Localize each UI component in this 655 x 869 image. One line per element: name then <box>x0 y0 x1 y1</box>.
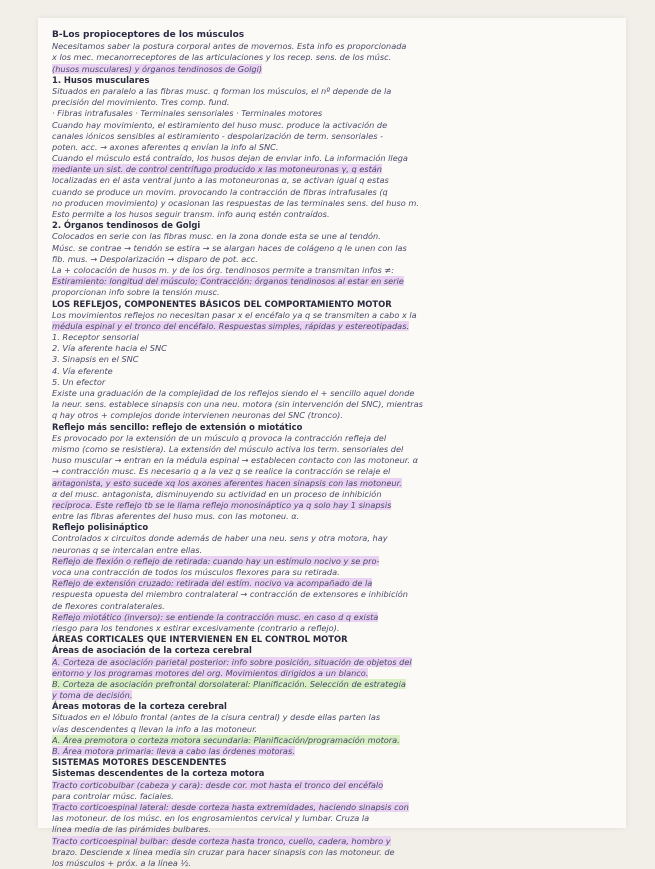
note-text: Reflejo de extensión cruzado: retirada del estím. nocivo va acompañado de la <box>52 578 373 589</box>
note-line <box>52 511 618 522</box>
note-line <box>52 679 618 690</box>
note-line <box>52 388 618 399</box>
note-line <box>52 813 618 824</box>
note-line <box>52 41 618 52</box>
note-text: 4. Vía eferente <box>52 365 113 376</box>
note-line <box>52 567 618 578</box>
note-text: A. Área premotora o corteza motora secundaria: Planificación/programación motora. <box>52 734 400 745</box>
note-line <box>52 578 618 589</box>
note-text: α del musc. antagonista, disminuyendo su actividad en un proceso de inhibición <box>52 488 382 499</box>
note-heading <box>52 701 618 712</box>
note-text: Colocados en serie con las fibras musc. en la zona donde esta se une al tendón. <box>52 231 381 242</box>
note-line <box>52 97 618 108</box>
note-text: 2. Órganos tendinosos de Golgi <box>52 220 201 231</box>
note-line <box>52 802 618 813</box>
note-text: antagonista, y esto sucede xq los axones aferentes hacen sinapsis con las motoneur. <box>52 477 402 488</box>
note-text: Músc. se contrae → tendón se estira → se alargan haces de colágeno q le unen con las <box>52 242 407 253</box>
note-text: mismo (como se resistiera). La extensión del músculo activa los term. sensoriales del <box>52 443 404 454</box>
note-text: recíproca. Este reflejo tb se le llama reflejo monosináptico ya q solo hay 1 sinapsis <box>52 499 392 510</box>
note-line <box>52 354 618 365</box>
note-text: las motoneur. de los músc. en los engrosamientos cervical y lumbar. Cruza la <box>52 813 370 824</box>
note-line <box>52 187 618 198</box>
note-line <box>52 712 618 723</box>
note-text: x los mec. mecanorreceptores de las articulaciones y los recep. sens. de los músc. <box>52 52 392 63</box>
note-text: para controlar músc. faciales. <box>52 790 174 801</box>
note-line <box>52 466 618 477</box>
note-heading <box>52 75 618 86</box>
note-line <box>52 64 618 75</box>
note-text: respuesta opuesta del miembro contralateral → contracción de extensores e inhibición <box>52 589 408 600</box>
note-text: Existe una graduación de la complejidad de los reflejos siendo el + sencillo aquel donde <box>52 388 415 398</box>
note-text: 1. Receptor sensorial <box>52 332 139 343</box>
note-text: 1. Husos musculares <box>52 74 150 85</box>
note-text: canales iónicos sensibles al estiramiento - despolarización de term. sensoriales - <box>52 130 384 141</box>
note-text: Situados en el lóbulo frontal (antes de la cisura central) y desde ellas parten las <box>52 712 381 723</box>
note-line <box>52 175 618 186</box>
note-text: (husos musculares) y órganos tendinosos de Golgi) <box>52 63 263 74</box>
note-text: no producen movimiento) y ocasionan las respuestas de las terminales sens. del huso m. <box>52 197 419 208</box>
note-line <box>52 601 618 612</box>
note-text: Tracto corticoespinal bulbar: desde corteza hasta tronco, cuello, cadera, hombro y <box>52 835 391 846</box>
note-text: Esto permite a los husos seguir transm. info aunq estén contraídos. <box>52 209 330 219</box>
note-text: entre las fibras aferentes del huso mus. con las motoneu. α. <box>52 511 300 522</box>
note-text: la neur. sens. establece sinapsis con una neu. motora (sin intervención del SNC), mientras <box>52 399 423 410</box>
note-line <box>52 444 618 455</box>
note-line <box>52 142 618 153</box>
note-line <box>52 366 618 377</box>
note-text: neuronas q se intercalan entre ellas. <box>52 544 203 555</box>
note-line <box>52 746 618 757</box>
note-line <box>52 690 618 701</box>
note-text: mediante un sist. de control centrífugo producido x las motoneuronas γ, q están <box>52 164 382 175</box>
note-heading <box>52 30 618 41</box>
note-line <box>52 657 618 668</box>
note-line <box>52 254 618 265</box>
note-text: Situados en paralelo a las fibras musc. q forman los músculos, el nº depende de la <box>52 85 392 96</box>
note-line <box>52 489 618 500</box>
note-text: Reflejo más sencillo: reflejo de extensión o miotático <box>52 421 303 432</box>
note-text: cuando se produce un movim. provocando la contracción de fibras intrafusales (q <box>52 186 388 197</box>
note-text: brazo. Desciende x línea media sin cruzar para hacer sinapsis con las motoneur. de <box>52 846 395 857</box>
note-line <box>52 455 618 466</box>
note-line <box>52 545 618 556</box>
note-text: B-Los propioceptores de los músculos <box>52 30 245 40</box>
note-line <box>52 556 618 567</box>
note-line <box>52 623 618 634</box>
note-text: A. Corteza de asociación parietal posterior: info sobre posición, situación de objetos del <box>52 656 412 667</box>
note-text: localizadas en el asta ventral junto a las motoneuronas α, se activan igual q estas <box>52 175 389 186</box>
note-line <box>52 780 618 791</box>
note-text: línea media de las pirámides bulbares. <box>52 824 211 835</box>
note-text: huso muscular → entran en la médula espinal → establecen contacto con las motoneur. α <box>52 455 418 466</box>
note-text: vías descendentes q llevan la info a las motoneur. <box>52 723 258 734</box>
note-text: Reflejo de flexión o reflejo de retirada: cuando hay un estímulo nocivo y se pro- <box>52 555 380 566</box>
note-text: ÁREAS CORTICALES QUE INTERVIENEN EN EL CONTROL MOTOR <box>52 634 348 645</box>
note-text: Cuando el músculo está contraído, los husos dejan de enviar info. La información llega <box>52 153 408 164</box>
note-text: fib. mus. → Despolarización → disparo de pot. acc. <box>52 253 258 264</box>
note-heading <box>52 645 618 656</box>
note-text: Sistemas descendentes de la corteza motora <box>52 768 265 779</box>
note-heading <box>52 757 618 768</box>
note-line <box>52 791 618 802</box>
note-text: → contracción musc. Es necesario q a la vez q se realice la contracción se relaje el <box>52 466 391 477</box>
note-text: entorno y los programas motores del org. Movimientos dirigidos a un blanco. <box>52 667 369 678</box>
note-text: de flexores contralaterales. <box>52 600 165 611</box>
note-line <box>52 321 618 332</box>
note-line <box>52 858 618 869</box>
note-line <box>52 198 618 209</box>
note-text: Necesitamos saber la postura corporal antes de movernos. Esta info es proporcionada <box>52 41 407 52</box>
note-line <box>52 824 618 835</box>
note-heading <box>52 634 618 645</box>
note-line <box>52 131 618 142</box>
note-text: médula espinal y el tronco del encéfalo. Respuestas simples, rápidas y estereotipadas. <box>52 320 410 331</box>
note-line <box>52 612 618 623</box>
note-line <box>52 836 618 847</box>
note-line <box>52 533 618 544</box>
note-text: La + colocación de husos m. y de los órg. tendinosos permite a transmitan infos ≠: <box>52 264 395 275</box>
note-text: Estiramiento: longitud del músculo; Contracción: órganos tendinosos al estar en serie <box>52 276 404 287</box>
note-line <box>52 433 618 444</box>
notebook-page <box>38 18 626 868</box>
note-line <box>52 265 618 276</box>
note-text: 2. Vía aferente hacia el SNC <box>52 343 167 354</box>
note-text: proporcionan info sobre la tensión musc. <box>52 287 220 298</box>
note-line <box>52 209 618 220</box>
note-line <box>52 231 618 242</box>
note-line <box>52 153 618 164</box>
note-text: B. Corteza de asociación prefrontal dorsolateral: Planificación. Selección de estrategia <box>52 678 406 689</box>
note-text: Reflejo miotático (inverso): se entiende la contracción musc. en caso d q exista <box>52 611 379 622</box>
note-line <box>52 287 618 298</box>
note-text: Es provocado por la extensión de un músculo q provoca la contracción refleja del <box>52 432 387 443</box>
note-line <box>52 108 618 119</box>
note-text: Tracto corticoespinal lateral: desde corteza hasta extremidades, haciendo sinapsis con <box>52 801 409 812</box>
note-line <box>52 276 618 287</box>
note-text: voca una contracción de todos los músculos flexores para su retirada. <box>52 567 340 577</box>
note-heading <box>52 220 618 231</box>
note-text: LOS REFLEJOS, COMPONENTES BÁSICOS DEL COMPORTAMIENTO MOTOR <box>52 298 392 309</box>
note-line <box>52 310 618 321</box>
note-text: Controlados x circuitos donde además de haber una neu. sens y otra motora, hay <box>52 533 388 544</box>
note-line <box>52 847 618 858</box>
note-line <box>52 735 618 746</box>
note-line <box>52 377 618 388</box>
note-text: Tracto corticobulbar (cabeza y cara): desde cor. mot hasta el tronco del encéfalo <box>52 779 384 790</box>
note-line <box>52 52 618 63</box>
note-text: 3. Sinapsis en el SNC <box>52 354 139 365</box>
note-line <box>52 500 618 511</box>
note-line <box>52 589 618 600</box>
note-line <box>52 410 618 421</box>
note-line <box>52 243 618 254</box>
note-text: · Fibras intrafusales · Terminales sensoriales · Terminales motores <box>52 108 323 119</box>
note-line <box>52 724 618 735</box>
note-text: Reflejo polisináptico <box>52 522 149 533</box>
note-text: Áreas de asociación de la corteza cerebral <box>52 645 252 656</box>
note-line <box>52 332 618 343</box>
note-line <box>52 343 618 354</box>
note-line <box>52 120 618 131</box>
note-line <box>52 399 618 410</box>
note-text: SISTEMAS MOTORES DESCENDENTES <box>52 757 227 768</box>
note-text: B. Área motora primaria: lleva a cabo las órdenes motoras. <box>52 746 295 756</box>
note-text: los músculos + próx. a la línea ½. <box>52 857 191 868</box>
note-text: q hay otros + complejos donde intervienen neuronas del SNC (tronco). <box>52 410 343 421</box>
note-text: Los movimientos reflejos no necesitan pasar x el encéfalo ya q se transmiten a cabo x la <box>52 309 417 320</box>
note-text: Cuando hay movimiento, el estiramiento del huso musc. produce la activación de <box>52 119 388 130</box>
note-text: riesgo para los tendones x estirar excesivamente (contrario a reflejo). <box>52 622 340 633</box>
note-heading <box>52 422 618 433</box>
note-line <box>52 86 618 97</box>
note-heading <box>52 299 618 310</box>
note-text: precisión del movimiento. Tres comp. fund. <box>52 97 230 108</box>
note-heading <box>52 522 618 533</box>
note-text: 5. Un efector <box>52 376 106 387</box>
note-text: y toma de decisión. <box>52 690 133 701</box>
handwritten-notes <box>52 30 618 869</box>
note-text: poten. acc. → axones aferentes q envían la info al SNC. <box>52 141 279 152</box>
note-line <box>52 478 618 489</box>
note-line <box>52 668 618 679</box>
note-text: Áreas motoras de la corteza cerebral <box>52 701 227 712</box>
note-line <box>52 164 618 175</box>
note-heading <box>52 768 618 779</box>
